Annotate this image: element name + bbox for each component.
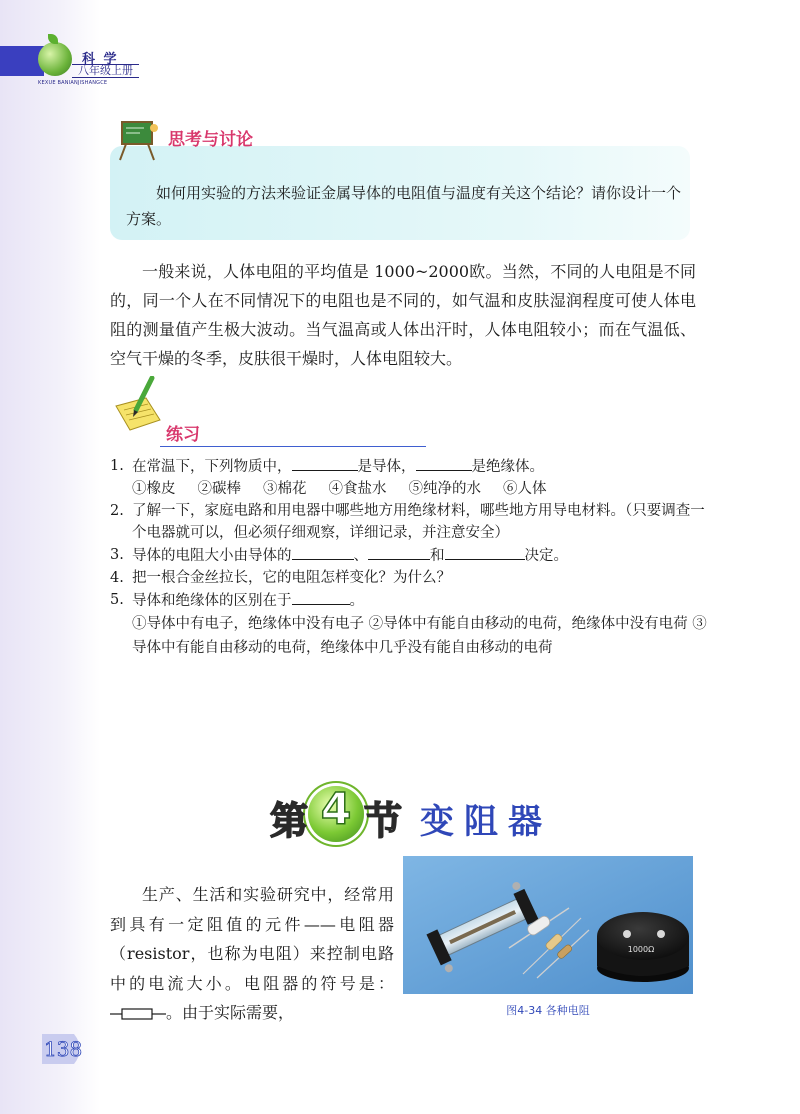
blank[interactable] (445, 544, 525, 560)
q1-text-a: 在常温下，下列物质中， (132, 459, 292, 475)
notebook-pencil-icon (112, 376, 164, 440)
q1-option: ②碳棒 (197, 481, 241, 497)
blank[interactable] (416, 455, 472, 471)
header-subject: 科 学 (82, 52, 119, 67)
q1-option: ⑥人体 (503, 481, 547, 497)
exercise-item-4 (110, 567, 710, 589)
q3-sep: 和 (430, 548, 445, 564)
think-title: 思考与讨论 (168, 130, 253, 150)
q3-text-a: 导体的电阻大小由导体的 (132, 548, 292, 564)
section-jie: 节 (364, 799, 403, 843)
q1-text-c: 是绝缘体。 (471, 459, 544, 475)
q1-options (132, 478, 710, 500)
page-number: 138 (44, 1037, 83, 1061)
q2-text: 了解一下，家庭电路和用电器中哪些地方用绝缘材料，哪些地方用导电材料。（只要调查一个电器就可以，但必须仔细观察，详细记录，并注意安全） (132, 503, 705, 541)
side-band (0, 0, 100, 1114)
section-body-text-a: 生产、生活和实验研究中，经常用到具有一定阻值的元件——电阻器（resistor，也称为电阻）来控制电路中的电流大小。电阻器的符号是： (110, 885, 394, 993)
header-pinyin: KEXUE BANIANJISHANGCE (38, 80, 108, 86)
q1-option: ③棉花 (263, 481, 307, 497)
globe-icon (38, 42, 72, 76)
exercise-num: 1. (110, 458, 124, 474)
header-grade: 八年级上册 (72, 64, 139, 78)
q5-text-a: 导体和绝缘体的区别在于 (132, 593, 292, 609)
resistors-photo (403, 856, 693, 994)
section-di: 第 (270, 799, 309, 843)
blank[interactable] (292, 589, 350, 605)
body-paragraph: 一般来说，人体电阻的平均值是 1000~2000欧。当然，不同的人电阻是不同的，同一个人在不同情况下的电阻也是不同的，如气温和皮肤湿润程度可使人体电阻的测量值产生极大波动。当气温高或人体出汗时，人体电阻较小；而在气温低、空气干燥的冬季，皮肤很干燥时，人体电阻较大。 (110, 262, 696, 368)
resistor-symbol-icon (110, 1007, 166, 1021)
exercise-item-3 (110, 544, 710, 567)
exercise-item-5 (110, 589, 710, 660)
blackboard-icon (114, 118, 160, 162)
section-title: 变阻器 (420, 802, 552, 842)
q1-option: ⑤纯净的水 (408, 481, 481, 497)
exercise-title: 练习 (166, 425, 200, 445)
think-text: 如何用实验的方法来验证金属导体的电阻值与温度有关这个结论？请你设计一个方案。 (126, 184, 682, 228)
exercise-num: 4. (110, 570, 124, 586)
blank[interactable] (292, 544, 354, 560)
section-number: 4 (320, 784, 352, 835)
q5-text-b: 。 (349, 593, 364, 609)
exercise-list (110, 455, 710, 660)
exercise-underline (160, 446, 426, 447)
section-body-text-b: 。由于实际需要， (166, 1003, 295, 1022)
exercise-num: 2. (110, 503, 124, 519)
figure-caption: 图4-34 各种电阻 (506, 1004, 590, 1017)
section-body (110, 880, 394, 1028)
exercise-item-2 (110, 500, 710, 544)
q3-sep: 、 (353, 548, 368, 564)
blank[interactable] (368, 544, 430, 560)
q1-option: ①橡皮 (132, 481, 176, 497)
exercise-num: 5. (110, 592, 124, 608)
resistor-label: 1000Ω (627, 945, 655, 954)
q1-option: ④食盐水 (328, 481, 387, 497)
exercise-num: 3. (110, 547, 124, 563)
q5-options: ①导体中有电子，绝缘体中没有电子 ②导体中有能自由移动的电荷，绝缘体中没有电荷 ③导体中有能自由移动的电荷，绝缘体中几乎没有能自由移动的电荷 (132, 616, 707, 656)
q1-text-b: 是导体， (357, 459, 416, 475)
blank[interactable] (292, 455, 358, 471)
q3-text-b: 决定。 (524, 548, 568, 564)
exercise-item-1 (110, 455, 710, 500)
q4-text: 把一根合金丝拉长，它的电阻怎样变化？为什么？ (132, 570, 451, 586)
